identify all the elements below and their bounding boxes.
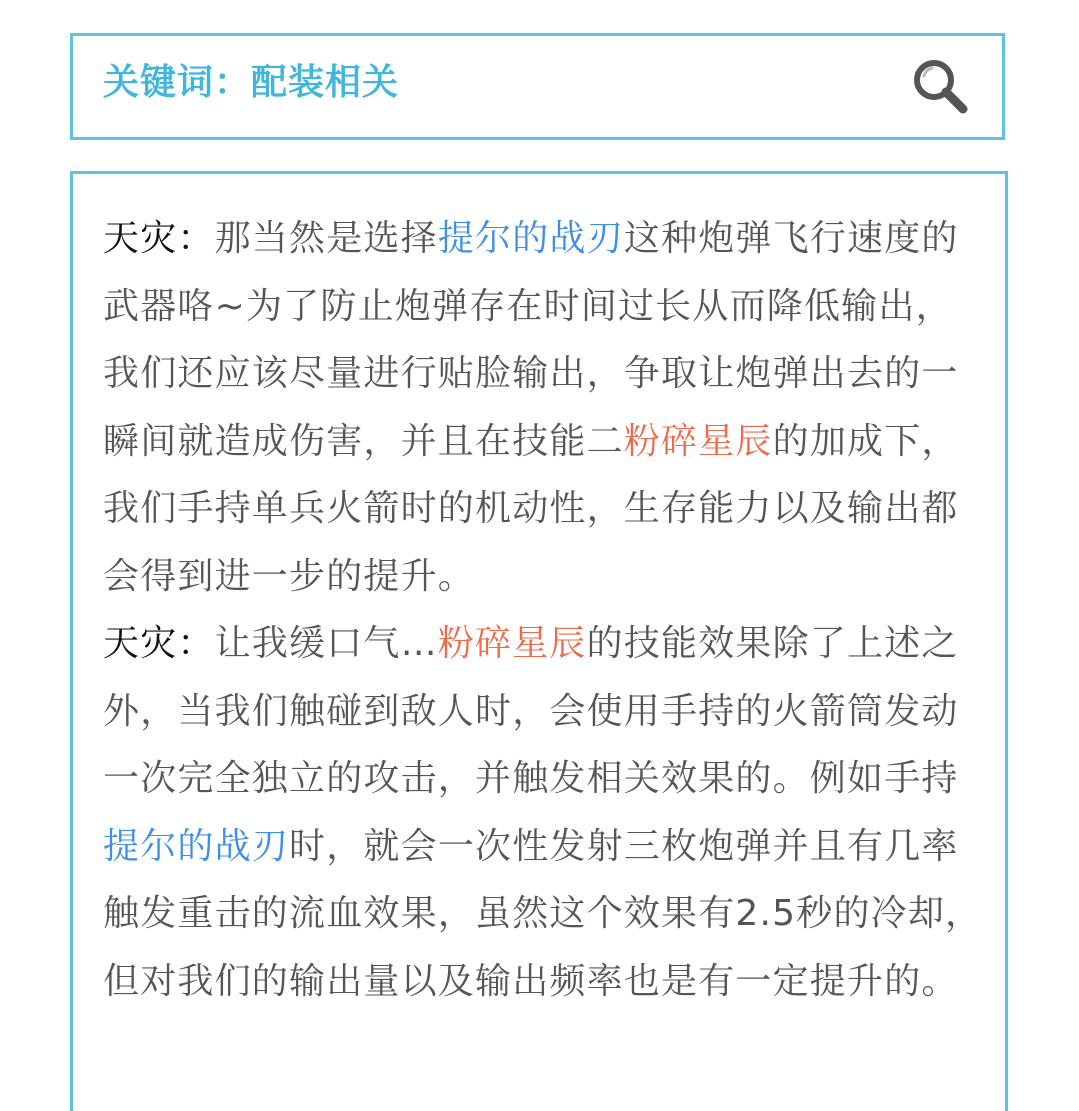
skill-highlight-shatter-stars: 粉碎星辰	[623, 420, 773, 462]
paragraph-text: 那当然是选择	[214, 218, 438, 259]
paragraph-2	[103, 610, 983, 1015]
skill-highlight-shatter-stars: 粉碎星辰	[437, 623, 587, 664]
paragraph-text: 这种炮弹飞行速度的武器咯~为了防止炮弹存在时间过长从而降低输出，我们还应该尽量进行贴脸输出，争取让炮弹出去的一瞬间就造成伤害，并且在技能二	[103, 218, 959, 462]
article-content	[70, 171, 1008, 1111]
paragraph-text: 的技能效果除了上述之外，当我们触碰到敌人时，会使用手持的火箭筒发动一次完全独立的攻击，并触发相关效果的。例如手持	[103, 623, 959, 799]
item-link-tyr-blade[interactable]: 提尔的战刃	[437, 218, 624, 259]
keyword-label: 关键词：配装相关	[103, 62, 400, 103]
search-icon[interactable]	[908, 54, 972, 118]
paragraph-text: 让我缓口气…	[214, 623, 438, 664]
paragraph-1	[103, 205, 983, 610]
speaker-label: 天灾：	[103, 623, 215, 664]
paragraph-text: 时，就会一次性发射三枚炮弹并且有几率触发重击的流血效果，虽然这个效果有2.5秒的冷却，但对我们的输出量以及输出频率也是有一定提升的。	[103, 825, 983, 1002]
paragraph-text: 的加成下，我们手持单兵火箭时的机动性，生存能力以及输出都会得到进一步的提升。	[103, 420, 959, 597]
item-link-tyr-blade[interactable]: 提尔的战刃	[103, 825, 290, 867]
speaker-label: 天灾：	[103, 218, 215, 259]
keyword-header	[70, 33, 1005, 140]
